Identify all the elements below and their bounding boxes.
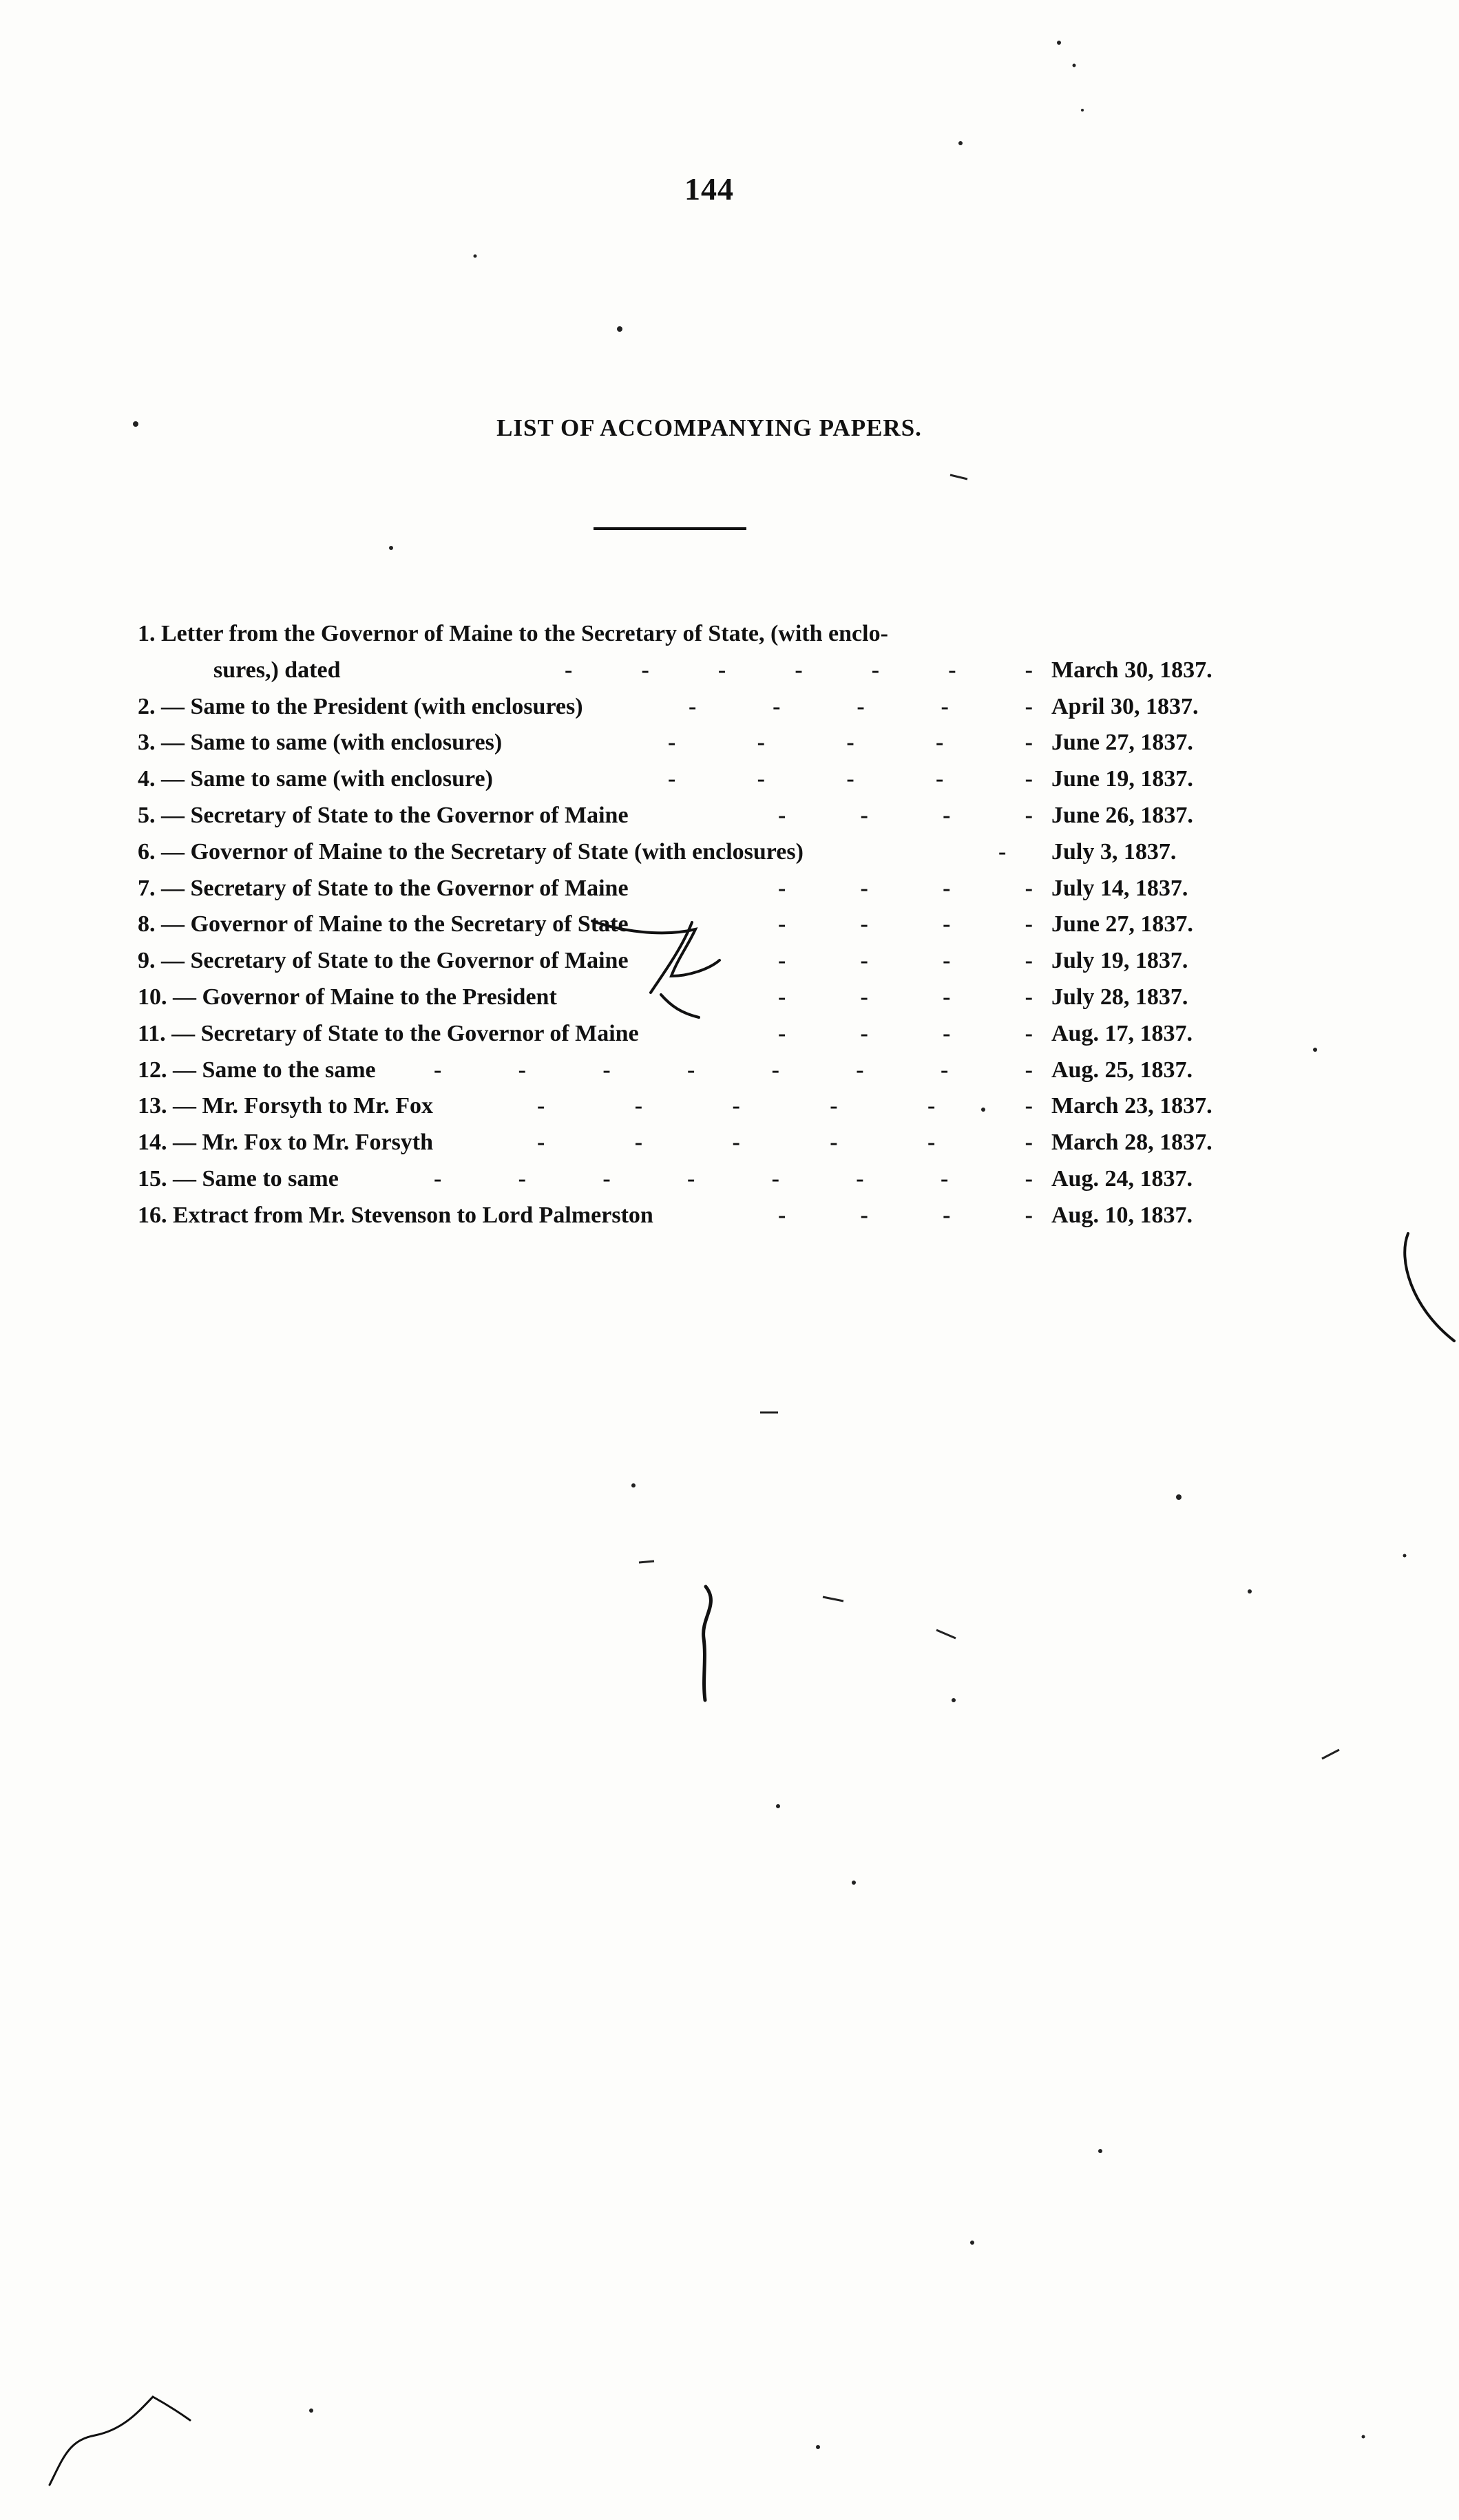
speck [816, 2445, 820, 2449]
entry-text: 15. — Same to same [138, 1165, 339, 1192]
entry-text: 10. — Governor of Maine to the President [138, 984, 557, 1010]
smudge [950, 475, 967, 479]
speck [970, 2241, 974, 2245]
page-number: 144 [684, 171, 734, 207]
speck [617, 326, 622, 332]
entry-text: 3. — Same to same (with enclosures) [138, 730, 503, 756]
entry-date: June 27, 1837. [1051, 911, 1193, 938]
entry-date: March 30, 1837. [1051, 657, 1213, 683]
entry-date: Aug. 17, 1837. [1051, 1020, 1193, 1046]
speck [1248, 1589, 1252, 1593]
entry-date: Aug. 24, 1837. [1051, 1165, 1193, 1192]
smudge [639, 1561, 654, 1563]
center-squiggle [704, 1587, 711, 1700]
entry-date: March 23, 1837. [1051, 1093, 1213, 1119]
speck [1057, 41, 1061, 45]
dash-leader: - - - - - - - - [434, 1057, 1033, 1083]
smudge [823, 1597, 843, 1601]
entry-text: 11. — Secretary of State to the Governor of Maine [138, 1020, 639, 1046]
entry-text: 12. — Same to the same [138, 1057, 376, 1083]
entry-date: July 14, 1837. [1051, 875, 1188, 901]
dash-leader: - - - - - [668, 730, 1033, 756]
entry-text: 16. Extract from Mr. Stevenson to Lord Palmerston [138, 1202, 653, 1228]
entry-date: June 27, 1837. [1051, 730, 1193, 756]
list-item [138, 1161, 1260, 1198]
entry-text: 2. — Same to the President (with enclosures) [138, 693, 583, 719]
speck [389, 546, 393, 550]
speck [776, 1804, 780, 1808]
list-item [138, 725, 1260, 761]
speck [309, 2408, 313, 2413]
speck [631, 1483, 636, 1487]
list-item [138, 980, 1260, 1016]
speck [474, 255, 477, 258]
list-item [138, 834, 1260, 871]
entry-text: sures,) dated [213, 657, 341, 683]
dash-leader: - - - - [778, 802, 1033, 828]
entry-date: July 19, 1837. [1051, 948, 1188, 974]
list-item [138, 689, 1260, 726]
list-item [138, 653, 1260, 689]
entry-date: July 3, 1837. [1051, 838, 1177, 865]
entry-text: 9. — Secretary of State to the Governor of Maine [138, 948, 629, 974]
list-item [138, 1052, 1260, 1089]
dash-leader: - - - - [778, 1020, 1033, 1046]
list-item [138, 1198, 1260, 1234]
dash-leader: - [998, 838, 1007, 865]
speck [1081, 109, 1084, 112]
speck [1098, 2149, 1102, 2153]
list-item [138, 871, 1260, 907]
list-item [138, 1016, 1260, 1052]
list-item [138, 761, 1260, 798]
dash-leader: - - - - - [689, 693, 1033, 719]
entry-text: 6. — Governor of Maine to the Secretary of State (with enclosures) [138, 838, 804, 865]
entry-date: Aug. 25, 1837. [1051, 1057, 1193, 1083]
dash-leader: - - - - - - [537, 1093, 1033, 1119]
dash-leader: - - - - - - - [565, 657, 1033, 683]
papers-list [138, 616, 1260, 1234]
entry-date: June 19, 1837. [1051, 766, 1193, 792]
smudge [936, 1630, 956, 1638]
entry-text: 8. — Governor of Maine to the Secretary of State [138, 911, 629, 938]
entry-date: April 30, 1837. [1051, 693, 1199, 719]
speck [958, 141, 963, 145]
dash-leader: - - - - [778, 911, 1033, 938]
list-item [138, 1125, 1260, 1161]
page-title: LIST OF ACCOMPANYING PAPERS. [496, 414, 922, 441]
bottom-left-curve [50, 2397, 190, 2485]
entry-date: Aug. 10, 1837. [1051, 1202, 1193, 1228]
entry-text: 14. — Mr. Fox to Mr. Forsyth [138, 1130, 434, 1156]
list-item [138, 907, 1260, 943]
speck [1362, 2435, 1365, 2439]
speck [1313, 1048, 1317, 1052]
list-item [138, 616, 1260, 653]
entry-text: 4. — Same to same (with enclosure) [138, 766, 493, 792]
entry-date: July 28, 1837. [1051, 984, 1188, 1010]
title-rule [594, 527, 746, 530]
speck [952, 1698, 956, 1702]
list-item [138, 798, 1260, 834]
dash-leader: - - - - [778, 984, 1033, 1010]
entry-date: June 26, 1837. [1051, 802, 1193, 828]
entry-text: 1. Letter from the Governor of Maine to the Secretary of State, (with enclo- [138, 621, 888, 646]
speck [852, 1881, 856, 1885]
smudge [1322, 1750, 1339, 1759]
list-item [138, 943, 1260, 980]
dash-leader: - - - - - - - - [434, 1165, 1033, 1192]
dash-leader: - - - - [778, 1202, 1033, 1228]
dash-leader: - - - - - [668, 766, 1033, 792]
dash-leader: - - - - [778, 875, 1033, 901]
entry-text: 13. — Mr. Forsyth to Mr. Fox [138, 1093, 434, 1119]
entry-text: 7. — Secretary of State to the Governor of Maine [138, 875, 629, 901]
dash-leader: - - - - [778, 948, 1033, 974]
entry-date: March 28, 1837. [1051, 1130, 1213, 1156]
margin-arc [1405, 1233, 1454, 1341]
speck [1073, 64, 1076, 67]
speck [1403, 1554, 1407, 1558]
dash-leader: - - - - - - [537, 1130, 1033, 1156]
list-item [138, 1088, 1260, 1125]
speck [1176, 1494, 1182, 1500]
entry-text: 5. — Secretary of State to the Governor of Maine [138, 802, 629, 828]
